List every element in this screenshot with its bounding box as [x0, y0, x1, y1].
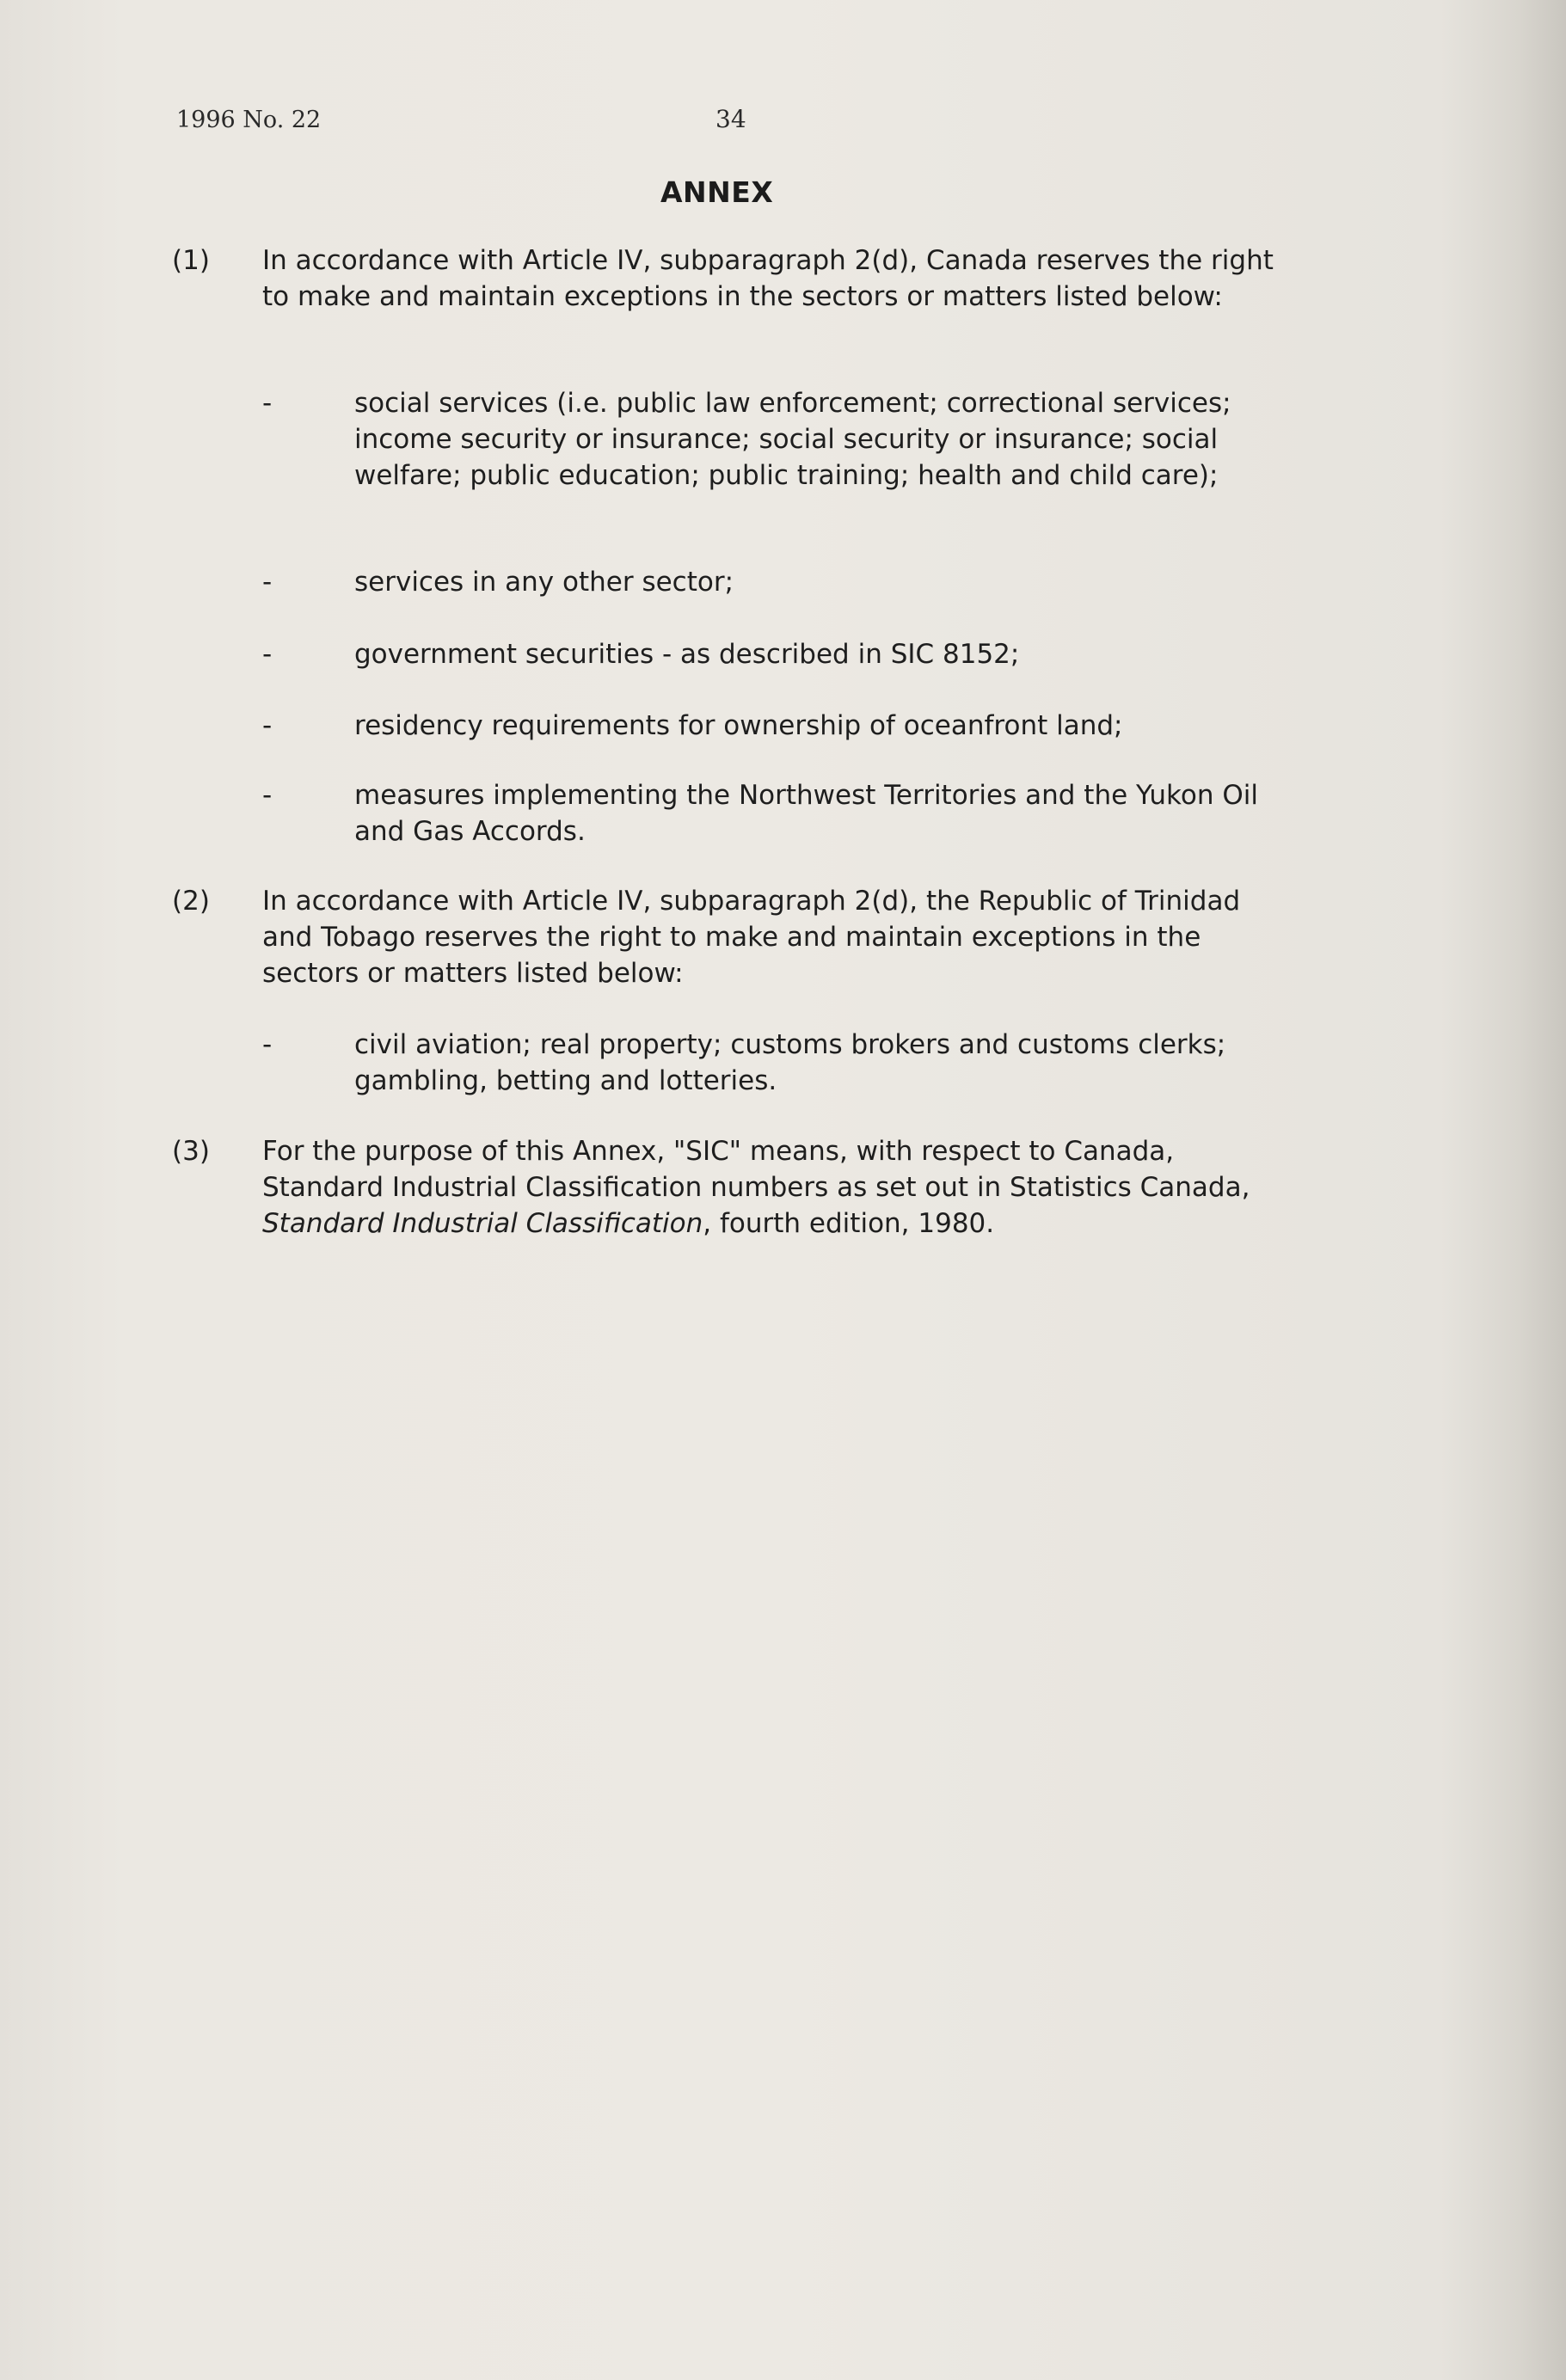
list-item-text: residency requirements for ownership of oceanfront land; — [354, 710, 1123, 741]
list-item-text: services in any other sector; — [354, 567, 734, 598]
document-citation: 1996 No. 22 — [176, 107, 322, 133]
list-dash: - — [262, 639, 273, 670]
publication-title: Standard Industrial Classification — [262, 1208, 703, 1239]
list-dash: - — [262, 567, 273, 598]
paragraph-text-part: For the purpose of this Annex, "SIC" means, with respect to Canada, Standard Industrial Classification numbers as set out in Statistics Canada, — [262, 1136, 1250, 1203]
list-dash: - — [262, 780, 273, 811]
list-dash: - — [262, 1029, 273, 1060]
paragraph-text-part: , fourth edition, 1980. — [703, 1208, 995, 1239]
list-item-text: social services (i.e. public law enforcement; correctional services; income security or insurance; social security or insurance; social welfare; public education; public training; health and child care); — [354, 388, 1231, 491]
list-item-text: civil aviation; real property; customs brokers and customs clerks; gambling, betting and lotteries. — [354, 1029, 1226, 1096]
list-item-text: measures implementing the Northwest Territories and the Yukon Oil and Gas Accords. — [354, 780, 1258, 847]
paragraph-text — [262, 1133, 1277, 1242]
list-item-text: government securities - as described in SIC 8152; — [354, 639, 1020, 670]
paragraph-number: (2) — [172, 886, 210, 917]
annex-title: ANNEX — [660, 175, 774, 209]
paragraph-number: (1) — [172, 245, 210, 276]
list-dash: - — [262, 710, 273, 741]
list-dash: - — [262, 388, 273, 419]
page-number: 34 — [715, 105, 746, 133]
paragraph-number: (3) — [172, 1136, 210, 1167]
paragraph-text: In accordance with Article IV, subparagraph 2(d), Canada reserves the right to make and maintain exceptions in the sectors or matters listed below: — [262, 245, 1274, 312]
paragraph-text: In accordance with Article IV, subparagraph 2(d), the Republic of Trinidad and Tobago reserves the right to make and maintain exceptions in the sectors or matters listed below: — [262, 886, 1241, 989]
